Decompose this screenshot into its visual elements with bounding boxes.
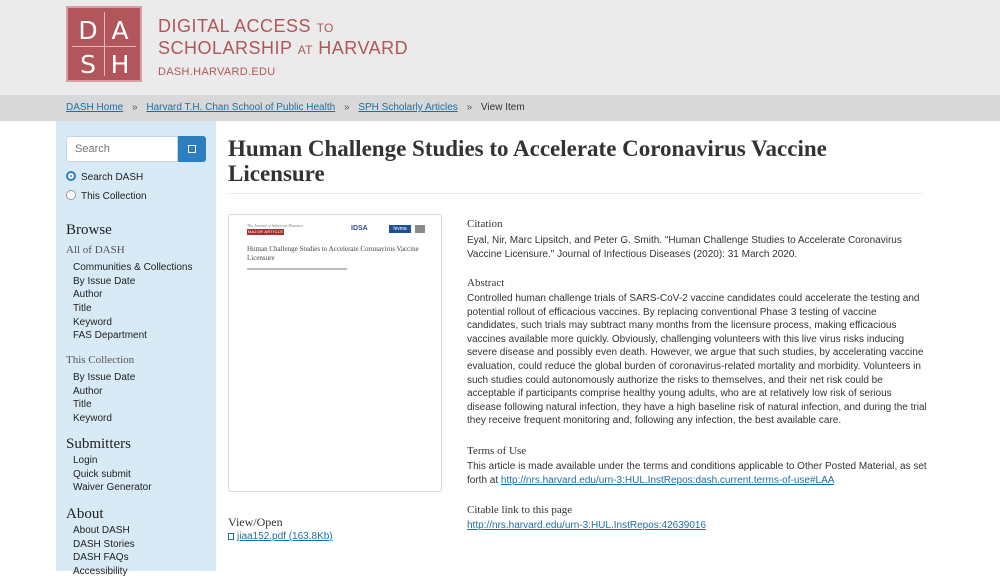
- scope-option-this-collection[interactable]: This Collection: [66, 190, 147, 202]
- breadcrumb-separator: »: [466, 102, 473, 113]
- sidebar-item-accessibility[interactable]: Accessibility: [73, 566, 128, 577]
- dash-logo-grid: [72, 12, 136, 79]
- sidebar-item-collection-by-issue-date[interactable]: By Issue Date: [73, 372, 136, 383]
- dash-logo[interactable]: [66, 6, 142, 82]
- all-of-dash-heading: All of DASH: [66, 244, 125, 256]
- brand-line-1: DIGITAL ACCESS TO: [158, 16, 334, 36]
- sidebar-item-dash-stories[interactable]: DASH Stories: [73, 539, 135, 550]
- view-open-heading: View/Open: [228, 515, 283, 529]
- citation-heading: Citation: [467, 218, 503, 230]
- abstract-heading: Abstract: [467, 277, 505, 289]
- search-square-icon: [188, 145, 196, 153]
- logo-letter-h: H: [110, 50, 130, 79]
- thumbnail-author-line: [247, 268, 347, 270]
- logo-letter-d: D: [78, 16, 98, 45]
- breadcrumb: [0, 95, 1000, 121]
- brand-url: DASH.HARVARD.EDU: [158, 66, 276, 78]
- terms-text: This article is made available under the terms and conditions applicable to Other Posted Material, as set forth at: [467, 461, 927, 486]
- sidebar-item-about-dash[interactable]: About DASH: [73, 525, 130, 536]
- thumbnail-paper-title: Human Challenge Studies to Accelerate Coronavirus Vaccine Licensure: [247, 245, 419, 262]
- idsa-logo: IDSA: [351, 225, 368, 232]
- logo-letter-s: S: [80, 50, 96, 79]
- title-divider: [228, 193, 923, 194]
- publisher-logo: [415, 225, 425, 233]
- radio-unselected-icon: [66, 190, 76, 200]
- sidebar-item-login[interactable]: Login: [73, 455, 98, 466]
- terms-text-block: [467, 460, 927, 487]
- scope-option-search-dash[interactable]: Search DASH: [66, 171, 143, 183]
- thumbnail-journal-name: The Journal of Infectious Diseases: [247, 223, 303, 228]
- submitters-heading: Submitters: [66, 436, 132, 452]
- hivma-logo: hivma: [389, 225, 411, 233]
- brand-text[interactable]: [158, 16, 408, 78]
- pdf-download-link[interactable]: jiaa152.pdf (163.8Kb): [228, 531, 333, 542]
- logo-letter-a: A: [111, 16, 129, 45]
- sidebar-item-quick-submit[interactable]: Quick submit: [73, 469, 131, 480]
- file-icon: [228, 533, 234, 540]
- sidebar-item-communities[interactable]: Communities & Collections: [73, 262, 193, 273]
- sidebar-item-by-issue-date[interactable]: By Issue Date: [73, 276, 136, 287]
- breadcrumb-separator: »: [132, 102, 138, 113]
- sidebar-item-author[interactable]: Author: [73, 289, 103, 300]
- sidebar-item-collection-title[interactable]: Title: [73, 399, 92, 410]
- breadcrumb-current: View Item: [480, 102, 525, 113]
- site-header: [0, 0, 1000, 95]
- sidebar-item-collection-keyword[interactable]: Keyword: [73, 413, 112, 424]
- breadcrumb-link-sph-articles[interactable]: SPH Scholarly Articles: [358, 102, 458, 113]
- citable-link-block: [467, 519, 927, 533]
- sidebar-item-waiver-generator[interactable]: Waiver Generator: [73, 482, 152, 493]
- sidebar-item-dash-faqs[interactable]: DASH FAQs: [73, 552, 129, 563]
- breadcrumb-link-dash-home[interactable]: DASH Home: [66, 102, 124, 113]
- search-button[interactable]: [178, 136, 206, 162]
- browse-heading: Browse: [66, 222, 112, 238]
- citable-link-heading: Citable link to this page: [467, 504, 573, 516]
- sidebar-item-title[interactable]: Title: [73, 303, 92, 314]
- radio-selected-icon: [66, 171, 76, 181]
- terms-heading: Terms of Use: [467, 445, 527, 457]
- citation-text: Eyal, Nir, Marc Lipsitch, and Peter G. Smith. "Human Challenge Studies to Accelerate Coronavirus Vaccine Licensure." Journal of Infectious Diseases (2020): 31 March 2020.: [467, 235, 902, 260]
- breadcrumb-separator: »: [343, 102, 350, 113]
- this-collection-heading: This Collection: [66, 354, 135, 366]
- sidebar: [56, 121, 216, 577]
- sidebar-item-fas-department[interactable]: FAS Department: [73, 330, 147, 341]
- abstract-text: Controlled human challenge trials of SARS-CoV-2 vaccine candidates could accelerate the testing and potential rollout of efficacious vaccines. By replacing conventional Phase 3 testing of vaccine candidates, such trials may subtract many months from the licensure process, making efficacious vaccines available more quickly. Obviously, challenging volunteers with this live virus risks inducing severe disease and possibly even death. However, we argue that such studies, by accelerating vaccine evaluation, could reduce the global burden of coronavirus-related mortality and morbidity. Volunteers in such studies could autonomously authorize the risks to themselves, and their net risk could be acceptable if participants comprise healthy young adults, who are at relatively low risk of serious disease following natural infection, they have a high baseline risk of natural infection, and during the trial they receive frequent monitoring and, following any infection, the best available care.: [467, 293, 927, 427]
- thumbnail-badge: MAJOR ARTICLE: [247, 229, 284, 234]
- brand-line-2: SCHOLARSHIP AT HARVARD: [158, 38, 409, 58]
- about-heading: About: [66, 506, 104, 522]
- terms-link[interactable]: http://nrs.harvard.edu/urn-3:HUL.InstRepos:dash.current.terms-of-use#LAA: [500, 474, 835, 486]
- citable-link[interactable]: http://nrs.harvard.edu/urn-3:HUL.InstRepos:42639016: [467, 520, 707, 531]
- search-input[interactable]: [66, 136, 178, 162]
- page-title: Human Challenge Studies to Accelerate Coronavirus Vaccine Licensure: [228, 136, 827, 186]
- sidebar-item-keyword[interactable]: Keyword: [73, 317, 112, 328]
- breadcrumb-link-chan-school[interactable]: Harvard T.H. Chan School of Public Health: [146, 102, 336, 113]
- article-thumbnail[interactable]: [228, 214, 442, 492]
- sidebar-item-collection-author[interactable]: Author: [73, 386, 103, 397]
